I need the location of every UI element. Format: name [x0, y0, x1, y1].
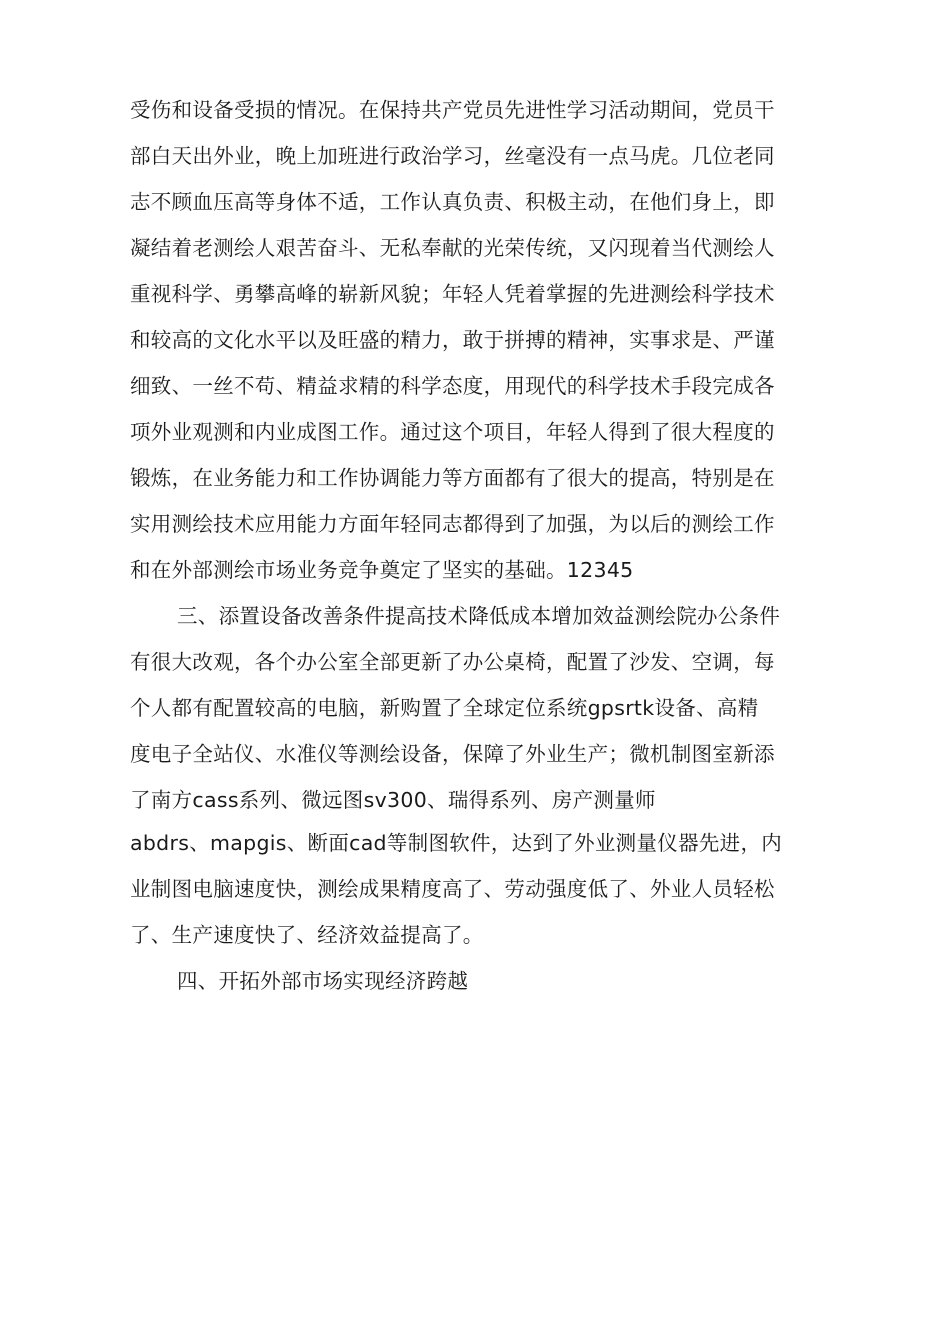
text-line: 凝结着老测绘人艰苦奋斗、无私奉献的光荣传统，又闪现着当代测绘人 — [130, 236, 775, 260]
text-line: 锻炼，在业务能力和工作协调能力等方面都有了很大的提高，特别是在 — [130, 466, 775, 490]
text-line: 了南方cass系列、微远图sv300、瑞得系列、房产测量师 — [130, 788, 656, 812]
text-line: 三、添置设备改善条件提高技术降低成本增加效益测绘院办公条件 — [177, 604, 781, 628]
text-line: 实用测绘技术应用能力方面年轻同志都得到了加强，为以后的测绘工作 — [130, 512, 775, 536]
text-line: 个人都有配置较高的电脑，新购置了全球定位系统gpsrtk设备、高精 — [130, 696, 759, 720]
text-line: 业制图电脑速度快，测绘成果精度高了、劳动强度低了、外业人员轻松 — [130, 877, 775, 901]
text-line: 细致、一丝不苟、精益求精的科学态度，用现代的科学技术手段完成各 — [130, 374, 775, 398]
section-heading: 四、开拓外部市场实现经济跨越 — [177, 969, 469, 993]
text-line: 有很大改观，各个办公室全部更新了办公桌椅，配置了沙发、空调，每 — [130, 650, 775, 674]
text-line: 度电子全站仪、水准仪等测绘设备，保障了外业生产；微机制图室新添 — [130, 742, 775, 766]
text-line: 受伤和设备受损的情况。在保持共产党员先进性学习活动期间，党员干 — [130, 98, 775, 122]
text-line: 重视科学、勇攀高峰的崭新风貌；年轻人凭着掌握的先进测绘科学技术 — [130, 282, 775, 306]
text-line: 和在外部测绘市场业务竞争奠定了坚实的基础。12345 — [130, 558, 634, 582]
text-line: abdrs、mapgis、断面cad等制图软件，达到了外业测量仪器先进，内 — [130, 831, 783, 855]
text-line: 志不顾血压高等身体不适，工作认真负责、积极主动，在他们身上，即 — [130, 190, 775, 214]
text-line: 了、生产速度快了、经济效益提高了。 — [130, 923, 484, 947]
text-line: 部白天出外业，晚上加班进行政治学习，丝毫没有一点马虎。几位老同 — [130, 144, 775, 168]
text-line: 和较高的文化水平以及旺盛的精力，敢于拼搏的精神，实事求是、严谨 — [130, 328, 775, 352]
text-line: 项外业观测和内业成图工作。通过这个项目，年轻人得到了很大程度的 — [130, 420, 775, 444]
